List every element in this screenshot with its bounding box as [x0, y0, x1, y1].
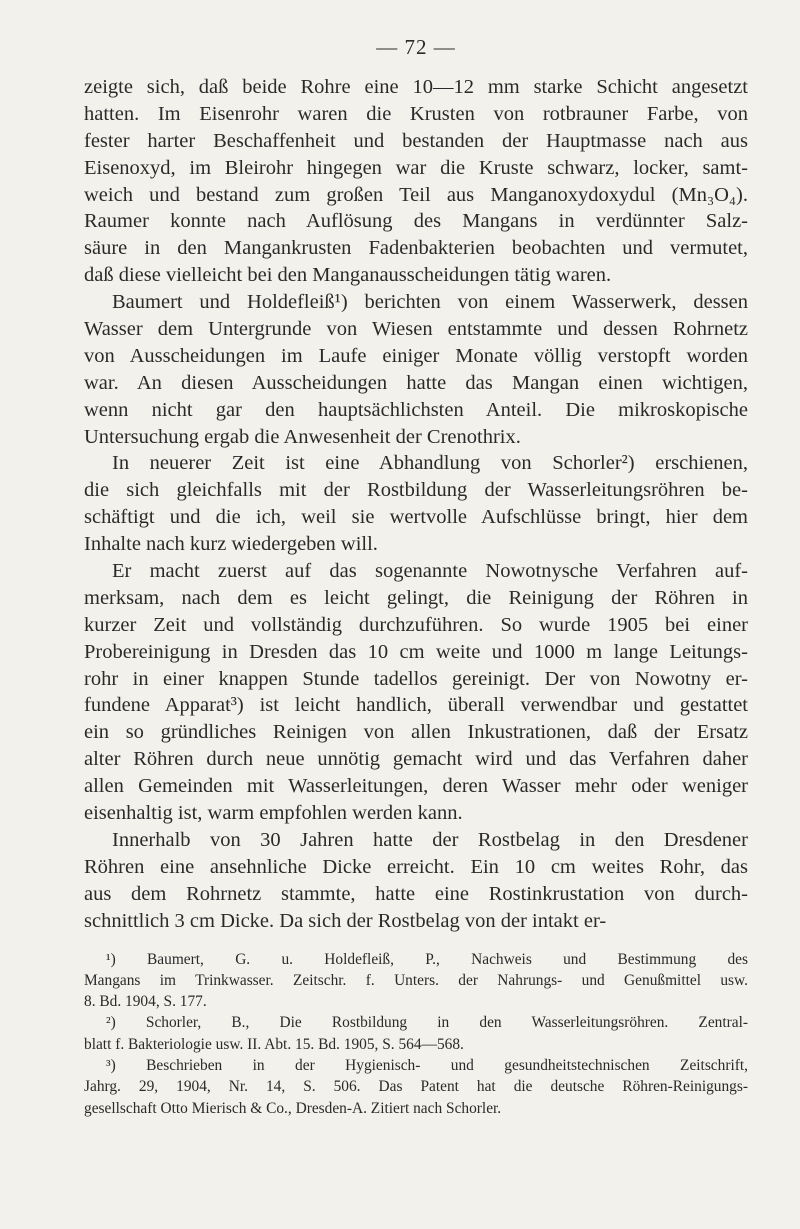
body-line: war. An diesen Ausscheidungen hatte das Mangan einen wichtigen, [84, 371, 748, 394]
body-line: zeigte sich, daß beide Rohre eine 10—12 mm starke Schicht angesetzt [84, 76, 748, 98]
body-line: von Ausscheidungen im Laufe einiger Monate völlig verstopft worden [84, 344, 748, 367]
body-line: Innerhalb von 30 Jahren hatte der Rostbelag in den Dresdener [112, 828, 748, 851]
page-number: — 72 — [376, 35, 456, 59]
body-line: In neuerer Zeit ist eine Abhandlung von Schorler²) erschienen, [112, 452, 748, 475]
body-line: fundene Apparat³) ist leicht handlich, überall verwendbar und gestattet [84, 694, 748, 717]
body-line: wenn nicht gar den hauptsächlichsten Anteil. Die mikroskopische [84, 398, 748, 421]
body-line: Probereinigung in Dresden das 10 cm weite und 1000 m lange Leitungs- [84, 640, 748, 663]
footnote-line: Mangans im Trinkwasser. Zeitschr. f. Unters. der Nahrungs- und Genußmittel usw. [84, 971, 748, 989]
body-line: weich und bestand zum großen Teil aus Manganoxydoxydul (Mn₃O₄). [84, 183, 748, 206]
body-line: Baumert und Holdefleiß¹) berichten von einem Wasserwerk, dessen [112, 291, 748, 314]
body-line: säure in den Mangankrusten Fadenbakterien beobachten und vermutet, [84, 237, 748, 260]
body-line: aus dem Rohrnetz stammte, hatte eine Rostinkrustation von durch- [84, 882, 748, 905]
footnote-line: blatt f. Bakteriologie usw. II. Abt. 15. Bd. 1905, S. 564—568. [84, 1035, 464, 1053]
body-line: ein so gründliches Reinigen von allen Inkustrationen, daß der Ersatz [84, 721, 748, 744]
footnote-line: ¹) Baumert, G. u. Holdefleiß, P., Nachweis und Bestimmung des [106, 950, 748, 968]
footnote-line: gesellschaft Otto Mierisch & Co., Dresden-A. Zitiert nach Schorler. [84, 1099, 502, 1117]
body-line: Raumer konnte nach Auflösung des Mangans in verdünnter Salz- [84, 210, 748, 233]
body-line: Er macht zuerst auf das sogenannte Nowotnysche Verfahren auf- [112, 560, 748, 583]
body-line: Untersuchung ergab die Anwesenheit der Crenothrix. [84, 425, 521, 448]
body-line: merksam, nach dem es leicht gelingt, die Reinigung der Röhren in [84, 586, 748, 609]
body-line: allen Gemeinden mit Wasserleitungen, deren Wasser mehr oder weniger [84, 775, 748, 798]
body-line: Röhren eine ansehnliche Dicke erreicht. Ein 10 cm weites Rohr, das [84, 855, 748, 878]
body-line: fester harter Beschaffenheit und bestanden der Hauptmasse nach aus [84, 129, 748, 152]
body-line: Inhalte nach kurz wiedergeben will. [84, 533, 378, 556]
body-line: hatten. Im Eisenrohr waren die Krusten von rotbrauner Farbe, von [84, 102, 748, 125]
footnote-line: ²) Schorler, B., Die Rostbildung in den Wasserleitungsröhren. Zentral- [106, 1014, 748, 1032]
body-line: die sich gleichfalls mit der Rostbildung der Wasserleitungsröhren be- [84, 479, 748, 502]
body-line: alter Röhren durch neue unnötig gemacht wird und das Verfahren daher [84, 748, 748, 771]
body-line: eisenhaltig ist, warm empfohlen werden kann. [84, 802, 463, 825]
body-line: kurzer Zeit und vollständig durchzuführen. So wurde 1905 bei einer [84, 613, 748, 636]
body-line: daß diese vielleicht bei den Manganausscheidungen tätig waren. [84, 264, 612, 287]
body-line: schnittlich 3 cm Dicke. Da sich der Rostbelag von der intakt er- [84, 909, 607, 932]
body-line: Wasser dem Untergrunde von Wiesen entstammte und dessen Rohrnetz [84, 318, 748, 341]
body-line: Eisenoxyd, im Bleirohr hingegen war die Kruste schwarz, locker, samt- [84, 156, 748, 179]
footnote-line: ³) Beschrieben in der Hygienisch- und gesundheitstechnischen Zeitschrift, [106, 1056, 748, 1074]
body-line: schäftigt und die ich, weil sie wertvolle Aufschlüsse bringt, hier dem [84, 506, 748, 529]
footnotes [84, 949, 748, 1119]
footnote-line: 8. Bd. 1904, S. 177. [84, 993, 207, 1011]
body-text [84, 74, 748, 935]
body-line: rohr in einer knappen Stunde tadellos gereinigt. Der von Nowotny er- [84, 667, 748, 690]
footnote-line: Jahrg. 29, 1904, Nr. 14, S. 506. Das Patent hat die deutsche Röhren-Reinigungs- [84, 1078, 748, 1096]
